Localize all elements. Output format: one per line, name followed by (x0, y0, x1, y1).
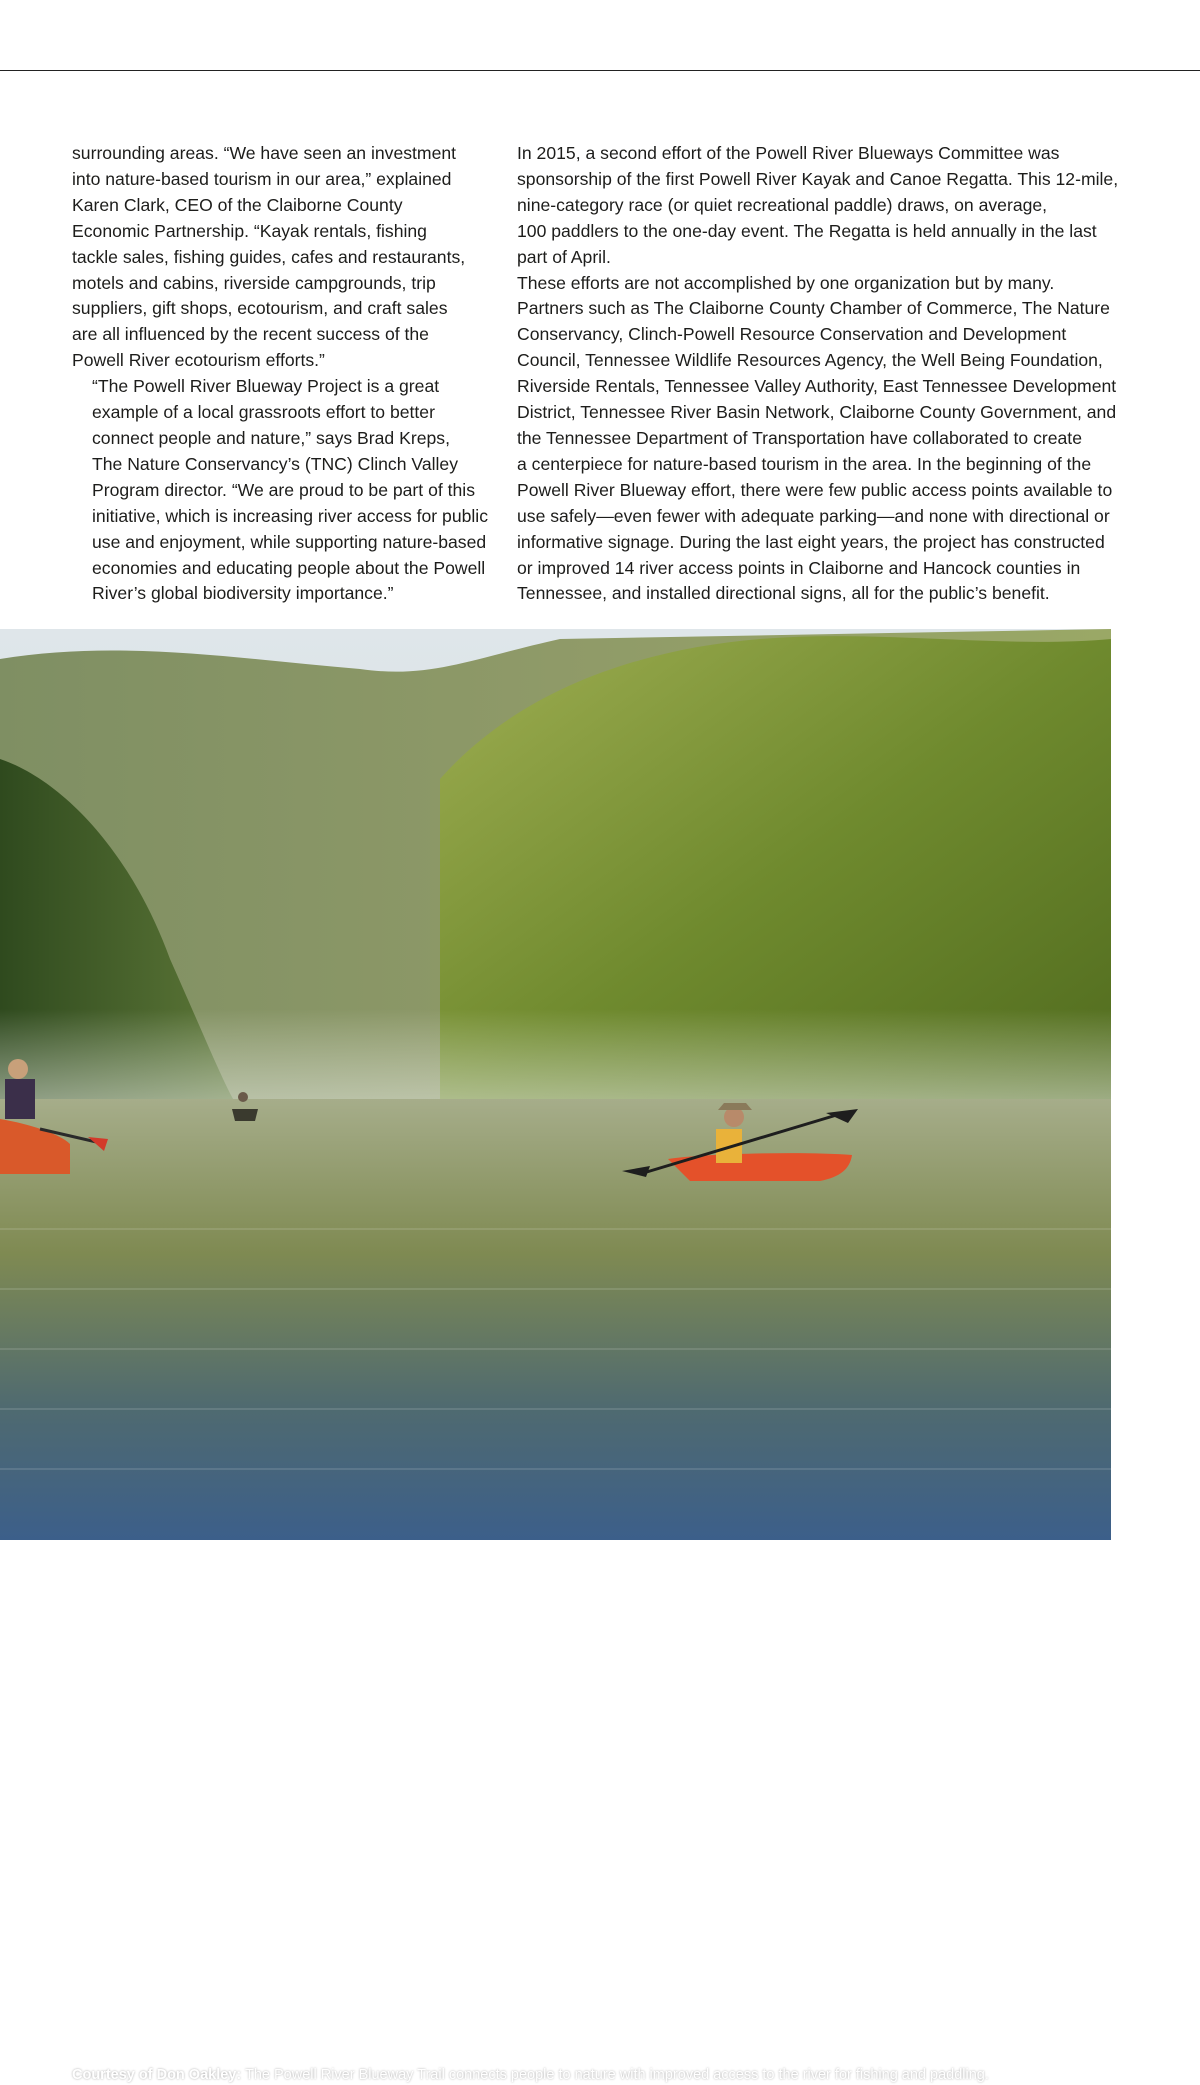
text-line: In 2015, a second effort of the Powell River Blueways Committee was (517, 143, 1060, 163)
text-line: a centerpiece for nature-based tourism in the area. In the beginning of the (517, 453, 1092, 474)
river-kayak-photo (0, 629, 1111, 2083)
text-line: District, Tennessee River Basin Network, Claiborne County Government, and (517, 402, 1117, 423)
text-line: River’s global biodiversity importance.” (92, 583, 394, 604)
text-line: informative signage. During the last eight years, the project has constructed (517, 531, 1105, 552)
text-line: 100 paddlers to the one-day event. The Regatta is held annually in the last (517, 220, 1097, 241)
header-rule (0, 70, 1200, 71)
text-line: into nature-based tourism in our area,” explained (72, 168, 452, 189)
text-line: Powell River ecotourism efforts.” (72, 350, 325, 371)
text-line: suppliers, gift shops, ecotourism, and craft sales (72, 298, 448, 319)
paragraph (497, 271, 1117, 608)
paragraph (72, 141, 480, 374)
text-line: Karen Clark, CEO of the Claiborne County (72, 194, 403, 215)
photo-credit: Courtesy of Don Oakley: (72, 2067, 242, 2083)
text-line: are all influenced by the recent success of the (72, 324, 429, 345)
photo-illustration (0, 629, 1111, 1540)
text-line: use safely—even fewer with adequate parking—and none with directional or (517, 505, 1110, 526)
text-line: part of April. (517, 246, 611, 267)
text-line: use and enjoyment, while supporting nature-based (92, 531, 487, 552)
caption-text: The Powell River Blueway Trail connects people to nature with improved access to the river for fishing and paddling. (241, 2067, 989, 2083)
text-line: Tennessee, and installed directional signs, all for the public’s benefit. (517, 583, 1050, 604)
text-line: connect people and nature,” says Brad Kreps, (92, 427, 450, 448)
text-line: nine-category race (or quiet recreational paddle) draws, on average, (517, 194, 1048, 215)
text-line: or improved 14 river access points in Claiborne and Hancock counties in (517, 557, 1081, 578)
text-line: Program director. “We are proud to be part of this (92, 479, 476, 500)
paragraph (497, 141, 1117, 271)
text-line: “The Powell River Blueway Project is a great (92, 376, 440, 397)
text-line: sponsorship of the first Powell River Kayak and Canoe Regatta. This 12-mile, (517, 168, 1119, 189)
text-line: Conservancy, Clinch-Powell Resource Conservation and Development (517, 324, 1067, 345)
text-line: motels and cabins, riverside campgrounds, trip (72, 272, 436, 293)
photo-caption (72, 2065, 1102, 2085)
text-line: the Tennessee Department of Transportation have collaborated to create (517, 427, 1082, 448)
text-line: Riverside Rentals, Tennessee Valley Authority, East Tennessee Development (517, 376, 1117, 397)
article-left-column (72, 141, 489, 607)
text-line: example of a local grassroots effort to better (92, 402, 435, 423)
text-line: These efforts are not accomplished by one organization but by many. (517, 272, 1055, 293)
text-line: economies and educating people about the Powell (92, 557, 486, 578)
text-line: Economic Partnership. “Kayak rentals, fishing (72, 220, 427, 241)
text-line: Powell River Blueway effort, there were few public access points available to (517, 479, 1113, 500)
text-line: Council, Tennessee Wildlife Resources Agency, the Well Being Foundation, (517, 350, 1103, 371)
text-line: tackle sales, fishing guides, cafes and restaurants, (72, 246, 466, 267)
paragraph (72, 374, 489, 607)
text-line: The Nature Conservancy’s (TNC) Clinch Valley (92, 453, 459, 474)
text-line: Partners such as The Claiborne County Chamber of Commerce, The Nature (517, 298, 1110, 319)
text-line: surrounding areas. “We have seen an investment (72, 143, 457, 163)
text-line: initiative, which is increasing river access for public (92, 505, 489, 526)
article-right-column (497, 141, 1117, 607)
